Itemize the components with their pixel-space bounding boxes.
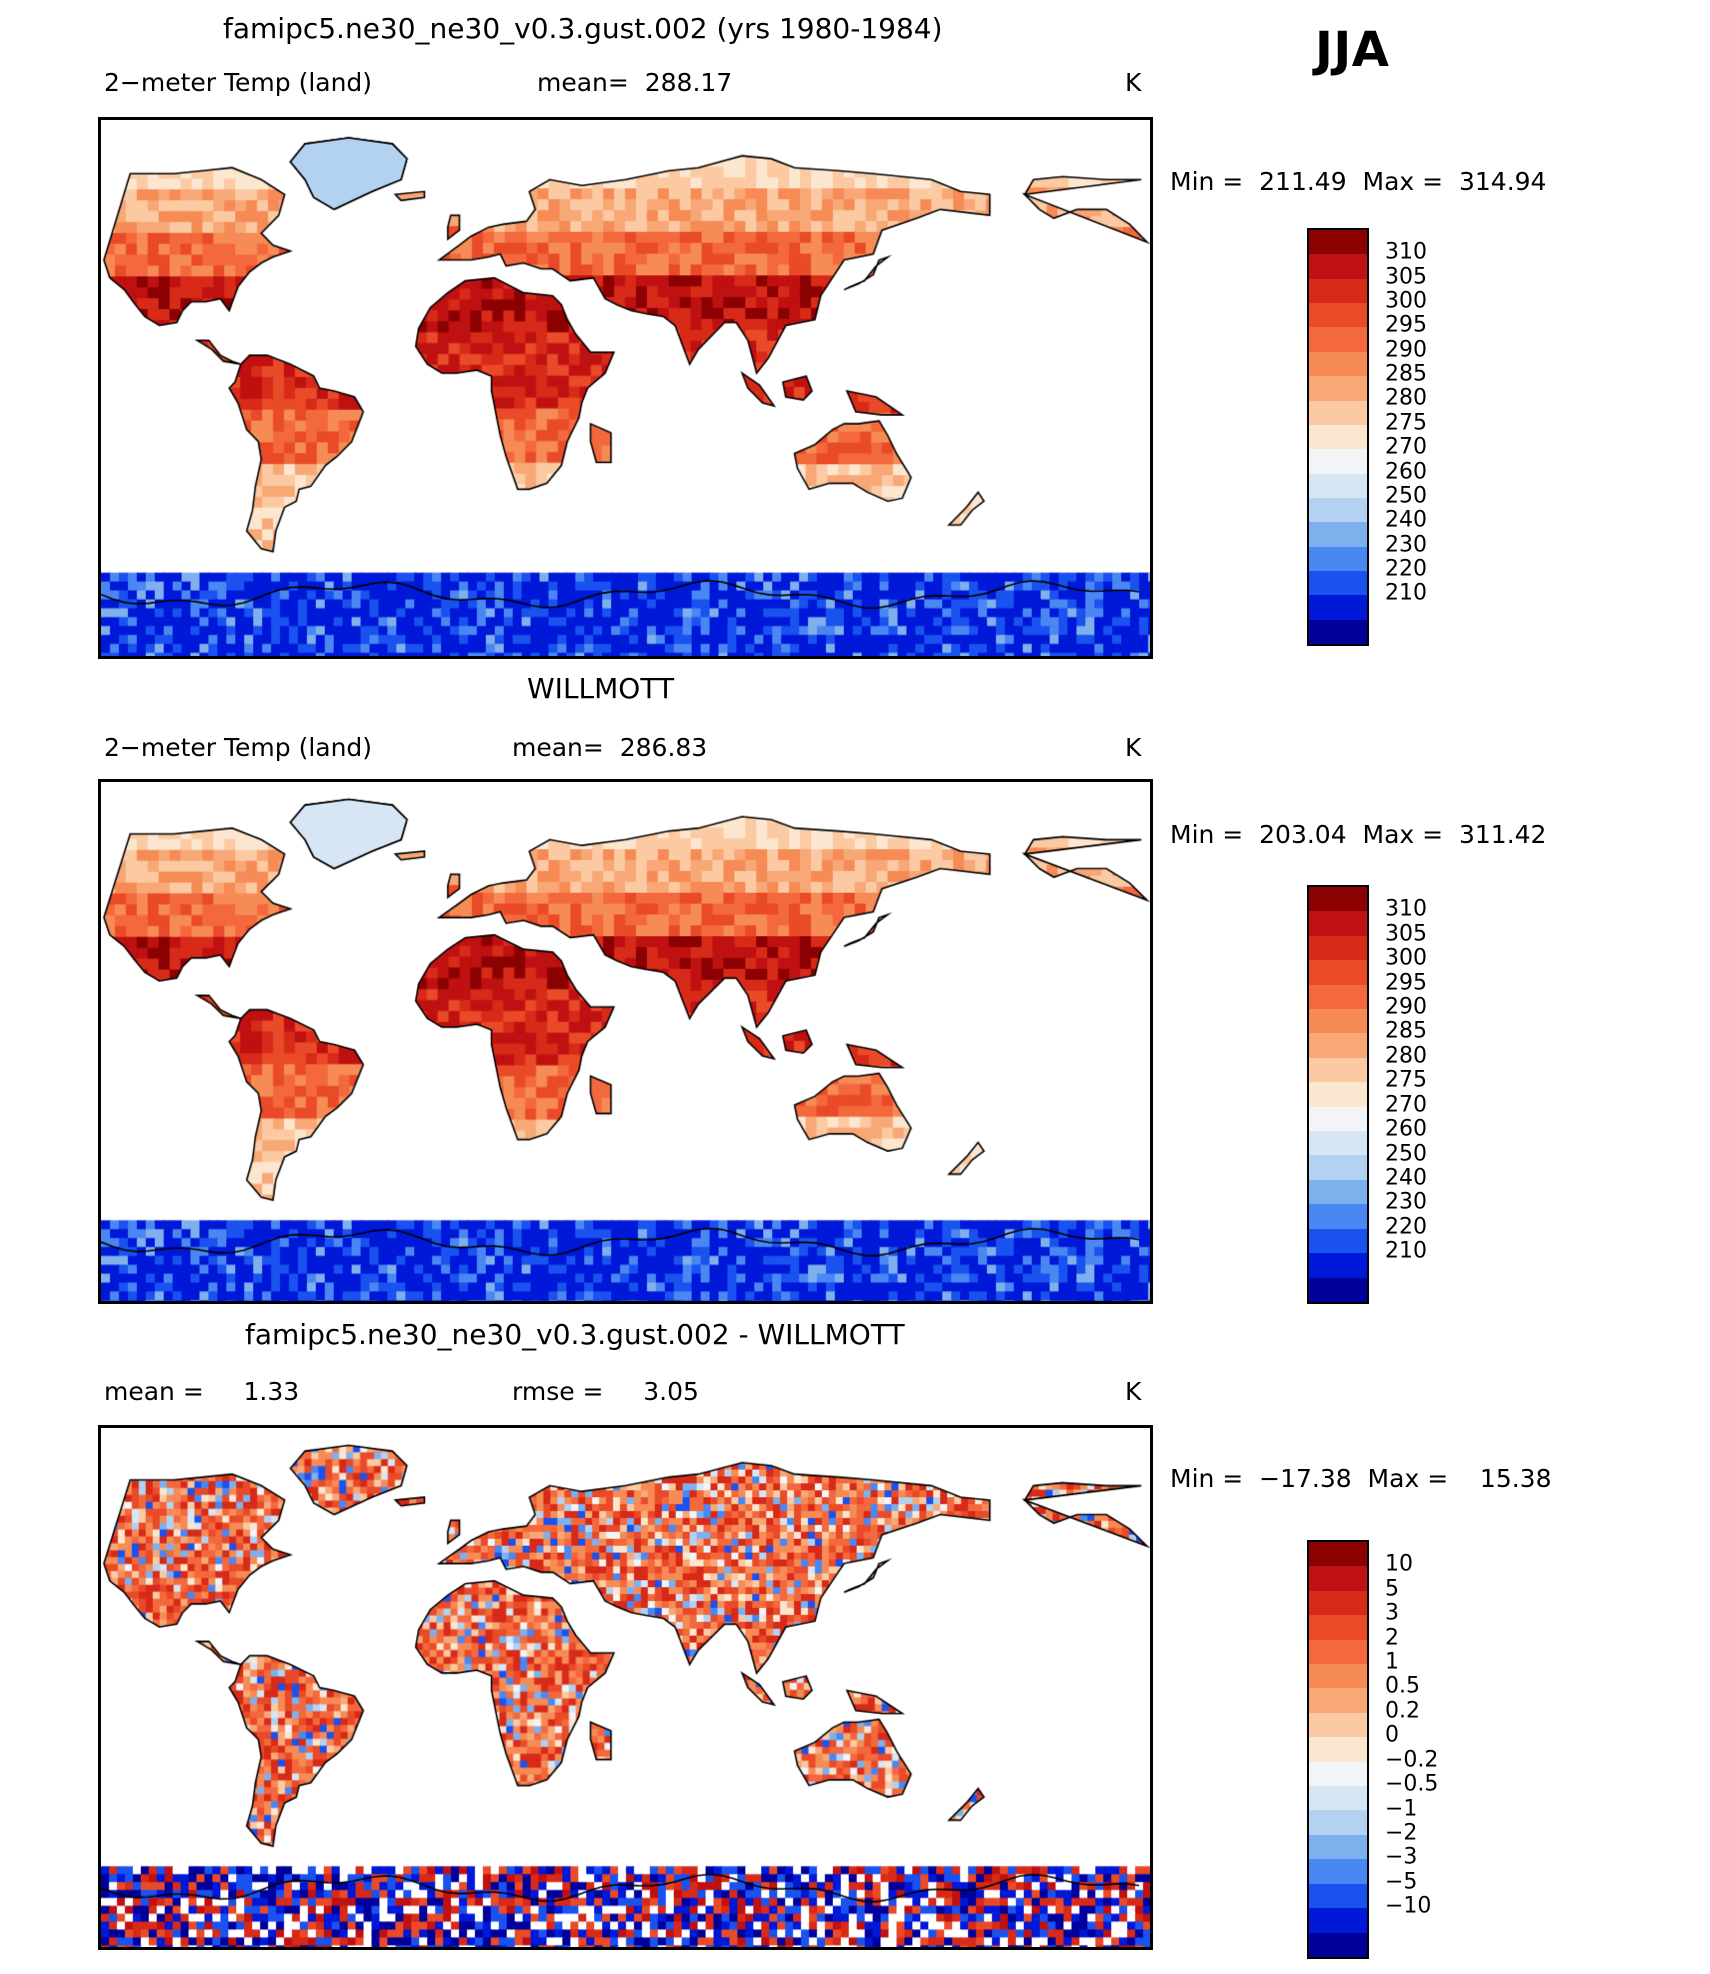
colorbar-tick-label: 230 <box>1385 532 1427 558</box>
colorbar-swatch <box>1309 571 1367 595</box>
colorbar-swatch <box>1309 1009 1367 1033</box>
colorbar-swatch <box>1309 1737 1367 1761</box>
colorbar-tick-label: 0.2 <box>1385 1698 1420 1724</box>
colorbar-swatch <box>1309 620 1367 644</box>
map-panel-model <box>98 117 1153 659</box>
colorbar-swatch <box>1309 1229 1367 1253</box>
map-panel-obs <box>98 779 1153 1304</box>
colorbar-tick-label: 305 <box>1385 264 1427 290</box>
colorbar-swatch <box>1309 1908 1367 1932</box>
panel2-variable-label: 2−meter Temp (land) <box>104 733 373 762</box>
panel1-minmax: Min = 211.49 Max = 314.94 <box>1170 167 1547 196</box>
colorbar-diff <box>1307 1540 1369 1959</box>
colorbar-swatch <box>1309 522 1367 546</box>
colorbar-swatch <box>1309 1859 1367 1883</box>
colorbar-tick-label: 260 <box>1385 459 1427 485</box>
colorbar-tick-label: 280 <box>1385 1043 1427 1069</box>
colorbar-swatch <box>1309 1835 1367 1859</box>
colorbar-swatch <box>1309 474 1367 498</box>
colorbar-obs <box>1307 885 1369 1304</box>
colorbar-swatch <box>1309 1762 1367 1786</box>
colorbar-swatch <box>1309 985 1367 1009</box>
colorbar-tick-label: −0.2 <box>1385 1747 1439 1773</box>
map-panel-diff <box>98 1425 1153 1950</box>
colorbar-tick-label: 0.5 <box>1385 1673 1420 1699</box>
panel1-units-label: K <box>1125 68 1142 97</box>
colorbar-swatch <box>1309 887 1367 911</box>
colorbar-swatch <box>1309 352 1367 376</box>
colorbar-tick-label: 290 <box>1385 994 1427 1020</box>
colorbar-tick-label: 275 <box>1385 1067 1427 1093</box>
colorbar-tick-label: 210 <box>1385 580 1427 606</box>
colorbar-swatch <box>1309 1058 1367 1082</box>
colorbar-swatch <box>1309 911 1367 935</box>
colorbar-ticks-diff <box>1385 1540 1505 1955</box>
colorbar-swatch <box>1309 960 1367 984</box>
colorbar-tick-label: 260 <box>1385 1116 1427 1142</box>
colorbar-swatch <box>1309 279 1367 303</box>
colorbar-swatch <box>1309 1542 1367 1566</box>
colorbar-tick-label: 240 <box>1385 507 1427 533</box>
colorbar-tick-label: 300 <box>1385 288 1427 314</box>
colorbar-swatch <box>1309 1278 1367 1302</box>
colorbar-swatch <box>1309 401 1367 425</box>
colorbar-swatch <box>1309 1664 1367 1688</box>
colorbar-tick-label: 240 <box>1385 1165 1427 1191</box>
panel2-title: WILLMOTT <box>527 672 675 705</box>
colorbar-tick-label: 1 <box>1385 1649 1399 1675</box>
colorbar-tick-label: 295 <box>1385 970 1427 996</box>
colorbar-swatch <box>1309 1640 1367 1664</box>
colorbar-swatch <box>1309 1253 1367 1277</box>
colorbar-tick-label: 285 <box>1385 1018 1427 1044</box>
colorbar-tick-label: 290 <box>1385 337 1427 363</box>
colorbar-tick-label: 285 <box>1385 361 1427 387</box>
colorbar-tick-label: 210 <box>1385 1238 1427 1264</box>
panel3-rmse-label: rmse = 3.05 <box>512 1377 699 1406</box>
colorbar-swatch <box>1309 595 1367 619</box>
map-canvas-obs <box>101 782 1150 1301</box>
colorbar-tick-label: 10 <box>1385 1551 1413 1577</box>
panel3-units-label: K <box>1125 1377 1142 1406</box>
colorbar-swatch <box>1309 1180 1367 1204</box>
colorbar-tick-label: 220 <box>1385 556 1427 582</box>
colorbar-tick-label: −1 <box>1385 1796 1418 1822</box>
colorbar-swatch <box>1309 1933 1367 1957</box>
colorbar-swatch <box>1309 1155 1367 1179</box>
colorbar-swatch <box>1309 547 1367 571</box>
colorbar-swatch <box>1309 1033 1367 1057</box>
colorbar-swatch <box>1309 230 1367 254</box>
colorbar-swatch <box>1309 1566 1367 1590</box>
colorbar-tick-label: 275 <box>1385 410 1427 436</box>
colorbar-tick-label: −5 <box>1385 1869 1418 1895</box>
colorbar-tick-label: 295 <box>1385 312 1427 338</box>
colorbar-tick-label: 300 <box>1385 945 1427 971</box>
panel2-mean-label: mean= 286.83 <box>512 733 708 762</box>
colorbar-swatch <box>1309 425 1367 449</box>
colorbar-tick-label: 270 <box>1385 1092 1427 1118</box>
colorbar-tick-label: 0 <box>1385 1722 1399 1748</box>
colorbar-tick-label: −0.5 <box>1385 1771 1439 1797</box>
colorbar-swatch <box>1309 498 1367 522</box>
colorbar-swatch <box>1309 1713 1367 1737</box>
colorbar-tick-label: −3 <box>1385 1844 1418 1870</box>
colorbar-swatch <box>1309 1615 1367 1639</box>
colorbar-swatch <box>1309 1082 1367 1106</box>
map-canvas-diff <box>101 1428 1150 1947</box>
colorbar-tick-label: 250 <box>1385 483 1427 509</box>
colorbar-ticks-obs <box>1385 885 1505 1300</box>
panel3-mean-label: mean = 1.33 <box>104 1377 300 1406</box>
colorbar-tick-label: 3 <box>1385 1600 1399 1626</box>
colorbar-swatch <box>1309 1204 1367 1228</box>
panel1-title: famipc5.ne30_ne30_v0.3.gust.002 (yrs 1980-1984) <box>223 12 943 45</box>
colorbar-tick-label: 250 <box>1385 1141 1427 1167</box>
colorbar-tick-label: 270 <box>1385 434 1427 460</box>
panel1-mean-label: mean= 288.17 <box>537 68 733 97</box>
colorbar-swatch <box>1309 303 1367 327</box>
colorbar-tick-label: 305 <box>1385 921 1427 947</box>
colorbar-swatch <box>1309 1786 1367 1810</box>
colorbar-swatch <box>1309 1107 1367 1131</box>
season-label: JJA <box>1315 22 1390 78</box>
colorbar-swatch <box>1309 1591 1367 1615</box>
colorbar-swatch <box>1309 1688 1367 1712</box>
colorbar-swatch <box>1309 449 1367 473</box>
colorbar-swatch <box>1309 254 1367 278</box>
panel3-title: famipc5.ne30_ne30_v0.3.gust.002 - WILLMOTT <box>245 1318 905 1351</box>
panel2-minmax: Min = 203.04 Max = 311.42 <box>1170 820 1547 849</box>
colorbar-tick-label: 220 <box>1385 1214 1427 1240</box>
colorbar-swatch <box>1309 1131 1367 1155</box>
colorbar-tick-label: 5 <box>1385 1576 1399 1602</box>
colorbar-swatch <box>1309 376 1367 400</box>
colorbar-tick-label: 310 <box>1385 896 1427 922</box>
colorbar-swatch <box>1309 1884 1367 1908</box>
colorbar-tick-label: 280 <box>1385 385 1427 411</box>
colorbar-tick-label: 230 <box>1385 1189 1427 1215</box>
colorbar-swatch <box>1309 327 1367 351</box>
colorbar-swatch <box>1309 1810 1367 1834</box>
panel3-minmax: Min = −17.38 Max = 15.38 <box>1170 1464 1552 1493</box>
panel2-units-label: K <box>1125 733 1142 762</box>
colorbar-model <box>1307 228 1369 646</box>
colorbar-swatch <box>1309 936 1367 960</box>
colorbar-tick-label: −10 <box>1385 1893 1432 1919</box>
colorbar-tick-label: 310 <box>1385 239 1427 265</box>
panel1-variable-label: 2−meter Temp (land) <box>104 68 373 97</box>
map-canvas-model <box>101 120 1150 656</box>
colorbar-tick-label: −2 <box>1385 1820 1418 1846</box>
colorbar-tick-label: 2 <box>1385 1625 1399 1651</box>
colorbar-ticks-model <box>1385 228 1505 642</box>
